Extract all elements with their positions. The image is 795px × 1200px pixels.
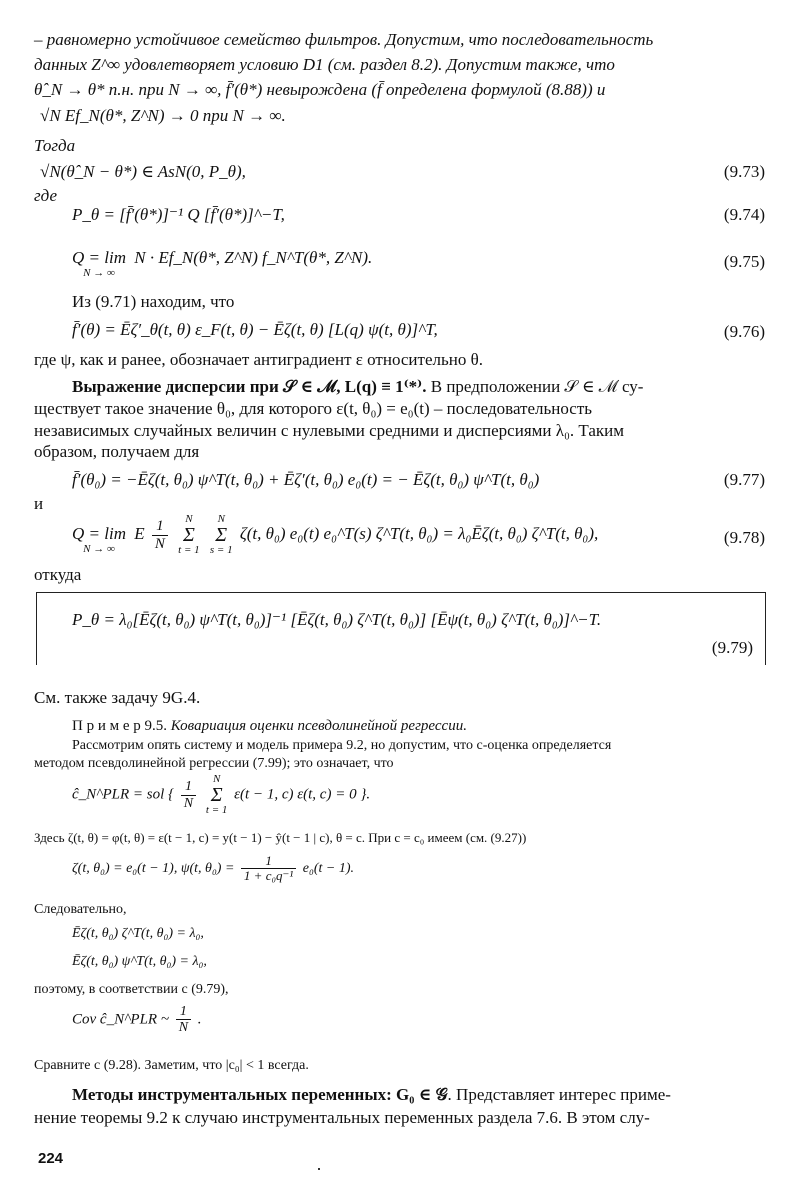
sum-over-t <box>206 774 227 816</box>
paragraph-variance-line-4: образом, получаем для <box>34 442 200 461</box>
equation-s1: Ēζ(t, θ₀) ζ^T(t, θ₀) = λ₀, <box>72 926 204 941</box>
text-see-also: См. также задачу 9G.4. <box>34 688 201 707</box>
fraction-numerator: 1 <box>176 1004 191 1020</box>
label-i: и <box>34 494 44 513</box>
fraction-numerator: 1 <box>241 854 296 869</box>
sum-over-s <box>210 514 233 556</box>
example-heading <box>72 718 795 735</box>
equation-number-9-74: (9.74) <box>723 205 765 224</box>
equation-9-75 <box>72 248 795 279</box>
equation-zeta-psi <box>72 854 795 884</box>
equation-9-79: P_θ = λ₀[Ēζ(t, θ₀) ψ^T(t, θ₀)]⁻¹ [Ēζ(t, θ₀) ζ^T(t, θ₀)] [Ēψ(t, θ₀) ζ^T(t, θ₀)]^−T. <box>72 610 602 629</box>
sum-upper: N <box>217 513 225 525</box>
equation-plr-end: ε(t − 1, c) ε(t, c) = 0 }. <box>234 786 371 803</box>
limit-operator <box>72 248 126 279</box>
sigma-symbol: Σ <box>215 524 228 546</box>
sum-upper: N <box>185 513 193 525</box>
equation-9-76: f̄′(θ) = Ēζ′_θ(t, θ) ε_F(t, θ) − Ēζ(t, θ) [L(q) ψ(t, θ)]^T, <box>72 320 438 339</box>
equation-9-74: P_θ = [f̄′(θ*)]⁻¹ Q [f̄′(θ*)]^−T, <box>72 205 285 224</box>
paragraph-iv-start: . Представляет интерес приме- <box>447 1085 671 1104</box>
text-iz: Из (9.71) находим, что <box>72 292 235 311</box>
paragraph-variance-line-3: независимых случайных величин с нулевыми средними и дисперсиями λ₀. Таким <box>34 421 625 440</box>
limit-label: Q = lim <box>72 248 126 267</box>
equation-zeta-psi-end: e₀(t − 1). <box>302 861 354 877</box>
equation-cov-start: Cov ĉ_N^PLR ~ <box>72 1011 169 1028</box>
fraction-denominator: 1 + c₀q⁻¹ <box>243 868 294 884</box>
label-gde: где <box>34 186 57 205</box>
equation-cov-end: . <box>197 1011 202 1028</box>
paragraph-variance <box>72 377 795 397</box>
label-otkuda: откуда <box>34 565 82 584</box>
heading-iv: Методы инструментальных переменных: G₀ ∈ 𝒢 <box>72 1085 448 1104</box>
limit-subscript: N → ∞ <box>83 543 115 555</box>
sum-over-t <box>178 514 199 556</box>
equation-plr <box>72 774 795 816</box>
equation-9-75-body: N · Ef_N(θ*, Z^N) f_N^T(θ*, Z^N). <box>134 248 373 267</box>
paragraph-variance-line-2: ществует такое значение θ₀, для которого ε(t, θ₀) = e₀(t) – последовательность <box>34 399 593 418</box>
expectation-symbol: E <box>134 523 145 543</box>
fraction-1-over-n <box>152 518 168 552</box>
example-line-2: методом псевдолинейной регрессии (7.99); это означает, что <box>34 756 394 771</box>
text-zdes: Здесь ζ(t, θ) = φ(t, θ) = ε(t − 1, c) = y(t − 1) − ŷ(t − 1 | c), θ = c. При c = c₀ имеем (см. (9.27)) <box>34 830 527 845</box>
fraction-1-over-n <box>176 1004 191 1036</box>
equation-number-9-73: (9.73) <box>723 162 765 181</box>
equation-9-73: √N(θ̂_N − θ*) ∈ AsN(0, P_θ), <box>40 162 246 181</box>
limit-subscript: N → ∞ <box>83 267 115 279</box>
paragraph-iv-line-2: нение теоремы 9.2 к случаю инструментальных переменных раздела 7.6. В этом слу- <box>34 1108 650 1127</box>
sigma-symbol: Σ <box>182 524 195 546</box>
example-label: П р и м е р 9.5. <box>72 718 168 734</box>
equation-s2: Ēζ(t, θ₀) ψ^T(t, θ₀) = λ₀, <box>72 954 207 969</box>
text-line-4: √N Ef_N(θ*, Z^N) → 0 при N → ∞. <box>40 106 286 125</box>
fraction-denominator: N <box>183 795 194 811</box>
equation-number-9-79: (9.79) <box>711 638 753 657</box>
text-line-2: данных Z^∞ удовлетворяет условию D1 (см. раздел 8.2). Допустим также, что <box>34 55 615 74</box>
text-line-1: – равномерно устойчивое семейство фильтров. Допустим, что последовательность <box>34 30 654 49</box>
label-togda: Тогда <box>34 136 76 155</box>
sigma-symbol: Σ <box>210 784 223 806</box>
text-sravnite: Сравните с (9.28). Заметим, что |c₀| < 1 всегда. <box>34 1058 309 1073</box>
example-line-1: Рассмотрим опять систему и модель примера 9.2, но допустим, что c-оценка определяется <box>72 738 612 753</box>
equation-number-9-77: (9.77) <box>723 470 765 489</box>
heading-variance: Выражение дисперсии при 𝒮 ∈ ℳ, L(q) ≡ 1⁽*⁾. <box>72 377 427 396</box>
page-number: 224 <box>38 1150 64 1167</box>
sum-lower: s = 1 <box>209 544 233 556</box>
paragraph-variance-start: В предположении 𝒮 ∈ ℳ су- <box>426 377 644 396</box>
equation-number-9-78: (9.78) <box>723 528 765 547</box>
text-poetomu: поэтому, в соответствии с (9.79), <box>34 982 229 997</box>
equation-cov <box>72 1004 795 1036</box>
fraction-psi <box>241 854 296 884</box>
equation-number-9-75: (9.75) <box>723 252 765 271</box>
equation-9-78 <box>72 514 795 556</box>
sum-lower: t = 1 <box>178 544 200 556</box>
text-line-3: θ̂_N → θ* п.н. при N → ∞, f̄′(θ*) невырождена (f̄ определена формулой (8.88)) и <box>34 80 606 99</box>
fraction-denominator: N <box>154 535 165 552</box>
equation-number-9-76: (9.76) <box>723 322 765 341</box>
equation-plr-start: ĉ_N^PLR = sol { <box>72 786 175 803</box>
equation-9-77: f̄′(θ₀) = −Ēζ(t, θ₀) ψ^T(t, θ₀) + Ēζ′(t, θ₀) e₀(t) = − Ēζ(t, θ₀) ψ^T(t, θ₀) <box>72 470 540 489</box>
equation-9-78-body: ζ(t, θ₀) e₀(t) e₀^T(s) ζ^T(t, θ₀) = λ₀Ēζ(t, θ₀) ζ^T(t, θ₀), <box>239 523 599 543</box>
label-sledovatelno: Следовательно, <box>34 902 127 917</box>
text-gde-psi: где ψ, как и ранее, обозначает антиградиент ε относительно θ. <box>34 350 483 369</box>
sum-upper: N <box>212 773 221 785</box>
fraction-numerator: 1 <box>152 518 168 536</box>
paragraph-iv <box>72 1085 795 1105</box>
example-title: Ковариация оценки псевдолинейной регрессии. <box>167 718 467 734</box>
fraction-numerator: 1 <box>181 779 196 795</box>
fraction-1-over-n <box>181 779 196 811</box>
sum-lower: t = 1 <box>205 804 228 816</box>
fraction-denominator: N <box>178 1020 189 1036</box>
equation-zeta-psi-start: ζ(t, θ₀) = e₀(t − 1), ψ(t, θ₀) = <box>72 861 235 877</box>
speck <box>318 1168 320 1170</box>
limit-operator <box>72 524 126 555</box>
limit-label: Q = lim <box>72 524 126 543</box>
